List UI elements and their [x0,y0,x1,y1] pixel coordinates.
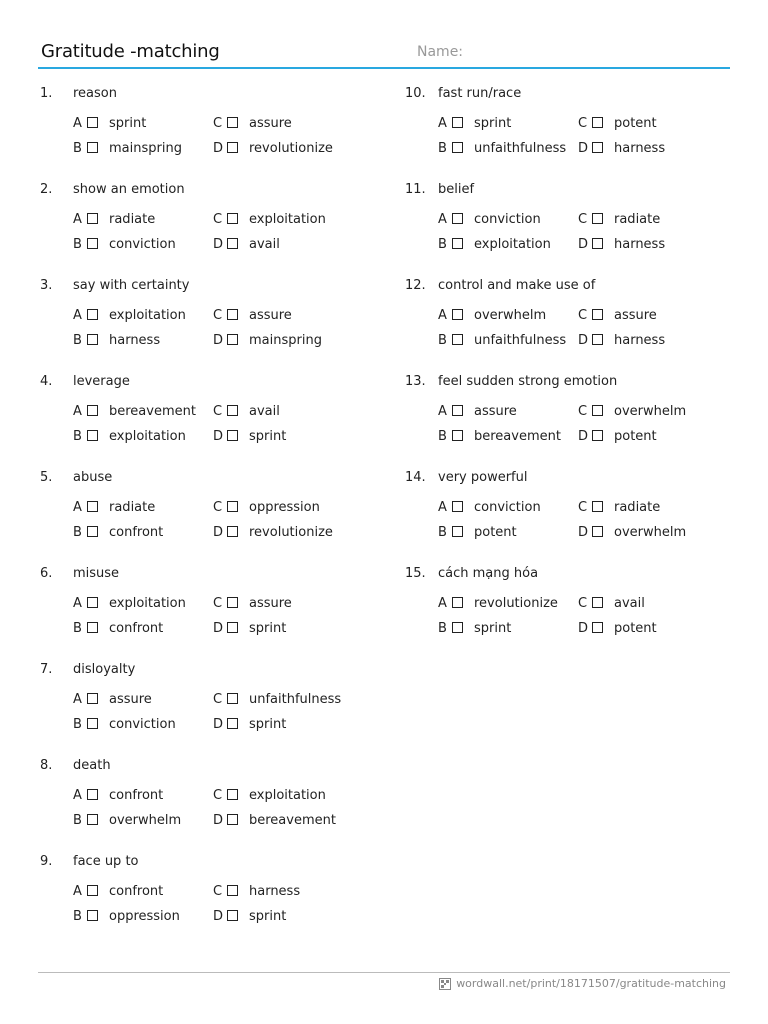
option-checkbox[interactable] [227,693,238,704]
option-letter: C [578,500,588,515]
option-checkbox[interactable] [87,718,98,729]
option-letter: A [73,788,82,803]
question-prompt: face up to [73,854,139,869]
footer-divider [38,972,730,973]
question-item [405,374,745,470]
name-label: Name: [417,44,464,60]
option-word: confront [109,621,164,636]
option-letter: A [73,500,82,515]
question-number: 6. [40,566,53,581]
option-letter: A [438,596,447,611]
option-checkbox[interactable] [452,117,463,128]
option-checkbox[interactable] [592,213,603,224]
question-number: 2. [40,182,53,197]
question-number: 3. [40,278,53,293]
option-word: confront [109,525,164,540]
option-letter: C [578,116,588,131]
worksheet-title: Gratitude -matching [41,41,220,62]
option-checkbox[interactable] [87,334,98,345]
option-letter: C [213,596,223,611]
option-word: mainspring [249,333,322,348]
option-letter: C [578,404,588,419]
option-checkbox[interactable] [452,142,463,153]
questions-column-right [405,86,745,662]
option-word: potent [474,525,517,540]
question-number: 10. [405,86,426,101]
option-checkbox[interactable] [227,885,238,896]
option-letter: C [578,308,588,323]
option-word: overwhelm [474,308,547,323]
option-checkbox[interactable] [227,910,238,921]
option-letter: A [73,692,82,707]
option-word: harness [614,237,666,252]
option-checkbox[interactable] [592,238,603,249]
option-letter: A [73,212,82,227]
option-checkbox[interactable] [87,526,98,537]
option-word: harness [249,884,301,899]
question-number: 14. [405,470,426,485]
option-letter: B [73,813,82,828]
option-letter: D [213,333,224,348]
option-checkbox[interactable] [452,597,463,608]
option-letter: B [73,237,82,252]
question-item [40,374,380,470]
option-word: assure [249,308,292,323]
option-checkbox[interactable] [87,597,98,608]
option-checkbox[interactable] [227,213,238,224]
option-checkbox[interactable] [452,334,463,345]
option-letter: C [578,212,588,227]
option-word: radiate [614,500,661,515]
option-word: sprint [249,909,287,924]
option-checkbox[interactable] [592,526,603,537]
option-letter: A [438,500,447,515]
option-letter: A [73,596,82,611]
option-word: unfaithfulness [249,692,342,707]
option-letter: D [213,525,224,540]
option-checkbox[interactable] [592,142,603,153]
question-number: 15. [405,566,426,581]
option-checkbox[interactable] [227,117,238,128]
option-word: avail [614,596,645,611]
option-letter: D [213,429,224,444]
option-word: confront [109,884,164,899]
option-checkbox[interactable] [592,501,603,512]
option-checkbox[interactable] [227,814,238,825]
question-number: 9. [40,854,53,869]
option-word: sprint [474,621,512,636]
question-prompt: feel sudden strong emotion [438,374,618,389]
option-checkbox[interactable] [227,526,238,537]
question-item [40,662,380,758]
option-word: sprint [249,717,287,732]
option-checkbox[interactable] [87,213,98,224]
option-word: conviction [474,212,541,227]
option-word: avail [249,237,280,252]
option-letter: B [438,621,447,636]
option-word: oppression [249,500,320,515]
question-item [40,758,380,854]
option-checkbox[interactable] [87,501,98,512]
option-letter: D [213,141,224,156]
option-letter: C [213,404,223,419]
option-word: potent [614,429,657,444]
option-word: overwhelm [109,813,182,828]
wordwall-logo-icon [439,978,451,990]
option-letter: C [213,884,223,899]
option-letter: B [73,525,82,540]
option-letter: D [213,717,224,732]
question-number: 7. [40,662,53,677]
option-letter: A [438,404,447,419]
option-word: bereavement [109,404,196,419]
option-word: exploitation [249,788,326,803]
option-letter: B [438,429,447,444]
option-checkbox[interactable] [452,430,463,441]
option-checkbox[interactable] [87,117,98,128]
option-word: overwhelm [614,525,687,540]
question-number: 4. [40,374,53,389]
option-checkbox[interactable] [452,309,463,320]
option-word: revolutionize [249,141,333,156]
option-word: unfaithfulness [474,333,567,348]
option-letter: C [213,212,223,227]
footer [439,977,726,990]
option-checkbox[interactable] [87,789,98,800]
option-word: exploitation [109,308,186,323]
option-checkbox[interactable] [87,622,98,633]
question-item [40,278,380,374]
option-letter: A [73,116,82,131]
option-checkbox[interactable] [592,430,603,441]
option-checkbox[interactable] [227,501,238,512]
option-word: potent [614,621,657,636]
option-checkbox[interactable] [87,430,98,441]
option-word: avail [249,404,280,419]
option-letter: B [438,333,447,348]
option-word: conviction [109,717,176,732]
option-word: exploitation [109,429,186,444]
question-number: 1. [40,86,53,101]
option-checkbox[interactable] [452,213,463,224]
question-prompt: abuse [73,470,113,485]
option-word: sprint [249,429,287,444]
option-checkbox[interactable] [87,910,98,921]
option-word: assure [249,116,292,131]
questions-column-left [40,86,380,950]
option-checkbox[interactable] [87,309,98,320]
question-prompt: very powerful [438,470,528,485]
option-letter: B [438,237,447,252]
option-checkbox[interactable] [87,405,98,416]
question-item [40,470,380,566]
question-prompt: death [73,758,111,773]
option-checkbox[interactable] [227,309,238,320]
option-letter: D [213,813,224,828]
option-word: harness [109,333,161,348]
option-checkbox[interactable] [87,693,98,704]
question-prompt: leverage [73,374,130,389]
option-checkbox[interactable] [227,622,238,633]
option-checkbox[interactable] [227,238,238,249]
option-letter: C [213,692,223,707]
option-checkbox[interactable] [452,238,463,249]
option-letter: B [73,621,82,636]
option-letter: D [578,525,589,540]
option-checkbox[interactable] [592,309,603,320]
option-letter: A [73,308,82,323]
question-prompt: control and make use of [438,278,596,293]
option-word: radiate [109,500,156,515]
option-word: bereavement [474,429,561,444]
option-checkbox[interactable] [227,597,238,608]
option-letter: D [578,429,589,444]
question-prompt: disloyalty [73,662,136,677]
option-word: unfaithfulness [474,141,567,156]
option-letter: A [73,884,82,899]
option-word: radiate [109,212,156,227]
option-word: radiate [614,212,661,227]
option-checkbox[interactable] [87,142,98,153]
question-number: 12. [405,278,426,293]
option-letter: D [213,237,224,252]
option-letter: D [578,621,589,636]
option-word: exploitation [249,212,326,227]
option-letter: D [578,333,589,348]
question-number: 11. [405,182,426,197]
question-prompt: fast run/race [438,86,522,101]
worksheet-header [38,38,730,69]
footer-url[interactable]: wordwall.net/print/18171507/gratitude-matching [456,977,726,990]
option-checkbox[interactable] [592,597,603,608]
option-letter: A [438,212,447,227]
option-word: oppression [109,909,180,924]
option-checkbox[interactable] [227,405,238,416]
option-letter: B [73,909,82,924]
option-word: mainspring [109,141,182,156]
option-letter: D [578,237,589,252]
option-letter: C [578,596,588,611]
option-letter: B [73,141,82,156]
option-word: assure [474,404,517,419]
option-word: harness [614,333,666,348]
option-letter: D [213,621,224,636]
option-checkbox[interactable] [227,334,238,345]
question-number: 8. [40,758,53,773]
question-number: 13. [405,374,426,389]
question-prompt: misuse [73,566,120,581]
option-letter: A [438,116,447,131]
option-letter: B [73,333,82,348]
question-item [405,182,745,278]
option-letter: B [438,525,447,540]
option-checkbox[interactable] [227,430,238,441]
question-number: 5. [40,470,53,485]
option-word: assure [614,308,657,323]
option-word: confront [109,788,164,803]
option-word: conviction [109,237,176,252]
question-item [405,278,745,374]
option-checkbox[interactable] [452,501,463,512]
option-letter: A [438,308,447,323]
option-word: conviction [474,500,541,515]
question-item [405,86,745,182]
question-prompt: cách mạng hóa [438,566,539,581]
question-item [40,86,380,182]
option-letter: B [438,141,447,156]
question-item [405,566,745,662]
option-checkbox[interactable] [87,238,98,249]
option-word: revolutionize [474,596,558,611]
option-letter: D [213,909,224,924]
option-letter: C [213,788,223,803]
option-letter: C [213,500,223,515]
option-word: potent [614,116,657,131]
option-checkbox[interactable] [452,526,463,537]
question-prompt: show an emotion [73,182,185,197]
option-word: assure [109,692,152,707]
question-item [40,854,380,950]
question-prompt: reason [73,86,117,101]
option-checkbox[interactable] [452,405,463,416]
option-word: bereavement [249,813,336,828]
question-item [40,566,380,662]
option-checkbox[interactable] [87,885,98,896]
option-word: assure [249,596,292,611]
option-letter: A [73,404,82,419]
question-item [405,470,745,566]
option-word: exploitation [109,596,186,611]
option-checkbox[interactable] [592,334,603,345]
option-word: overwhelm [614,404,687,419]
option-letter: C [213,308,223,323]
option-checkbox[interactable] [592,622,603,633]
option-letter: B [73,717,82,732]
option-checkbox[interactable] [227,718,238,729]
option-word: exploitation [474,237,551,252]
option-letter: B [73,429,82,444]
option-letter: D [578,141,589,156]
option-checkbox[interactable] [592,405,603,416]
option-checkbox[interactable] [227,142,238,153]
option-word: harness [614,141,666,156]
option-checkbox[interactable] [227,789,238,800]
option-letter: C [213,116,223,131]
question-prompt: belief [438,182,475,197]
option-word: sprint [474,116,512,131]
question-item [40,182,380,278]
option-checkbox[interactable] [592,117,603,128]
option-word: sprint [249,621,287,636]
option-word: revolutionize [249,525,333,540]
option-checkbox[interactable] [452,622,463,633]
option-word: sprint [109,116,147,131]
option-checkbox[interactable] [87,814,98,825]
question-prompt: say with certainty [73,278,190,293]
